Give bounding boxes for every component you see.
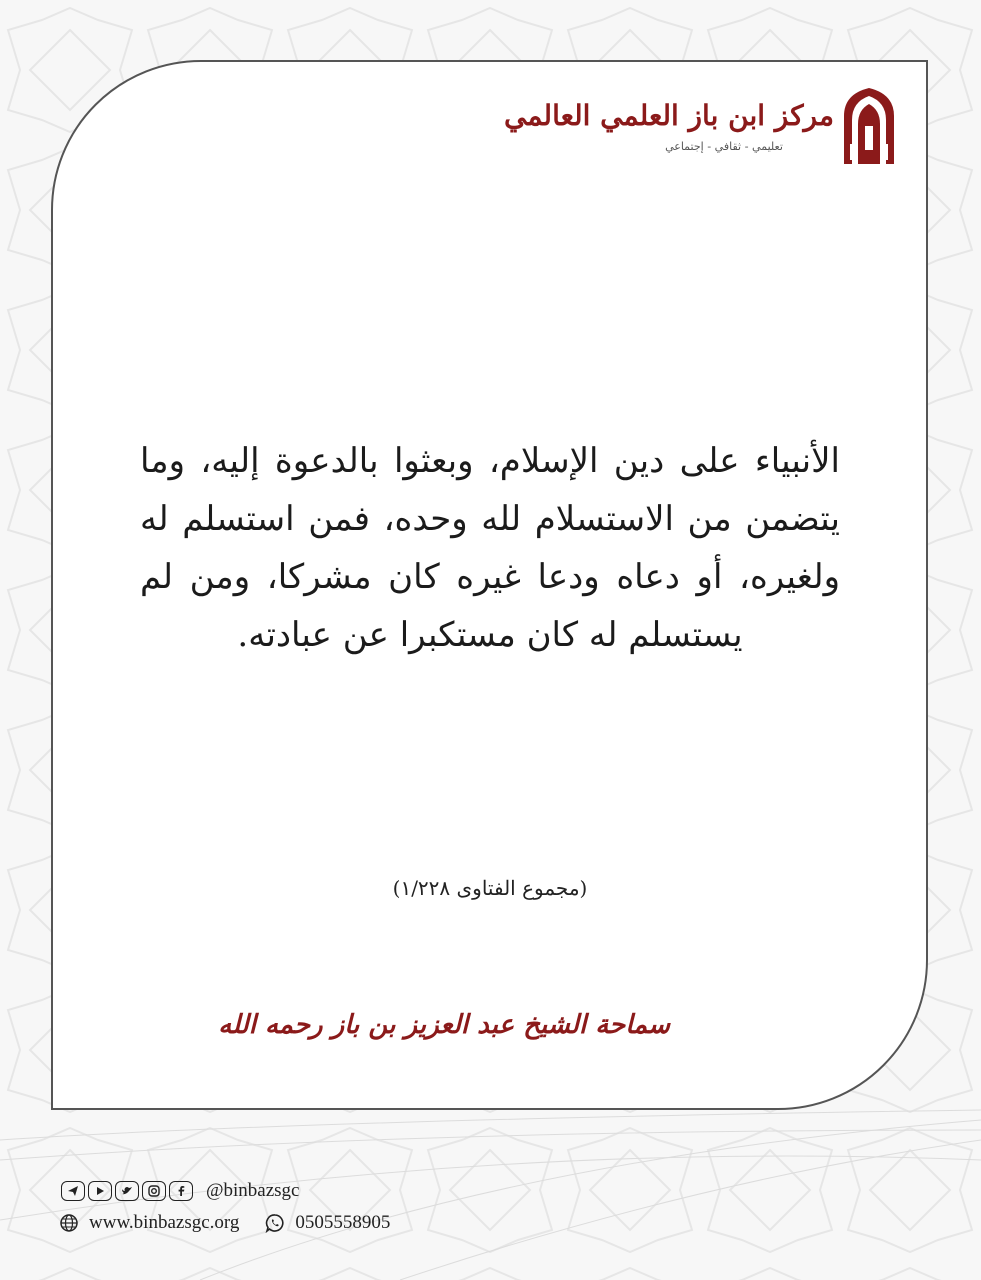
signature-calligraphy: سماحة الشيخ عبد العزيز بن باز رحمه الله — [218, 1010, 670, 1040]
social-row — [61, 1178, 299, 1204]
instagram-icon[interactable] — [142, 1181, 166, 1201]
website-link[interactable]: www.binbazsgc.org — [89, 1212, 240, 1233]
quote-text: الأنبياء على دين الإسلام، وبعثوا بالدعوة إليه، وما يتضمن من الاستسلام لله وحده، فمن استسلم له ولغيره، أو دعاه ودعا غيره كان مشركا، ومن لم يستسلم له كان مستكبرا عن عبادته. — [140, 441, 840, 655]
whatsapp-icon — [265, 1213, 285, 1233]
globe-icon — [59, 1213, 79, 1233]
logo-title: مركز ابن باز العلمي العالمي — [504, 99, 834, 132]
logo-subtitle: تعليمي - ثقافي - إجتماعي — [665, 140, 783, 153]
quote-source: (مجموع الفتاوى ١/٢٢٨) — [392, 876, 588, 900]
phone-number[interactable]: 0505558905 — [295, 1212, 391, 1233]
facebook-icon[interactable] — [169, 1181, 193, 1201]
center-logo — [504, 86, 898, 176]
twitter-icon[interactable] — [115, 1181, 139, 1201]
youtube-icon[interactable] — [88, 1181, 112, 1201]
telegram-icon[interactable] — [61, 1181, 85, 1201]
arch-mosque-icon — [840, 86, 898, 166]
social-handle[interactable]: @binbazsgc — [206, 1180, 300, 1201]
contact-row — [59, 1212, 390, 1234]
